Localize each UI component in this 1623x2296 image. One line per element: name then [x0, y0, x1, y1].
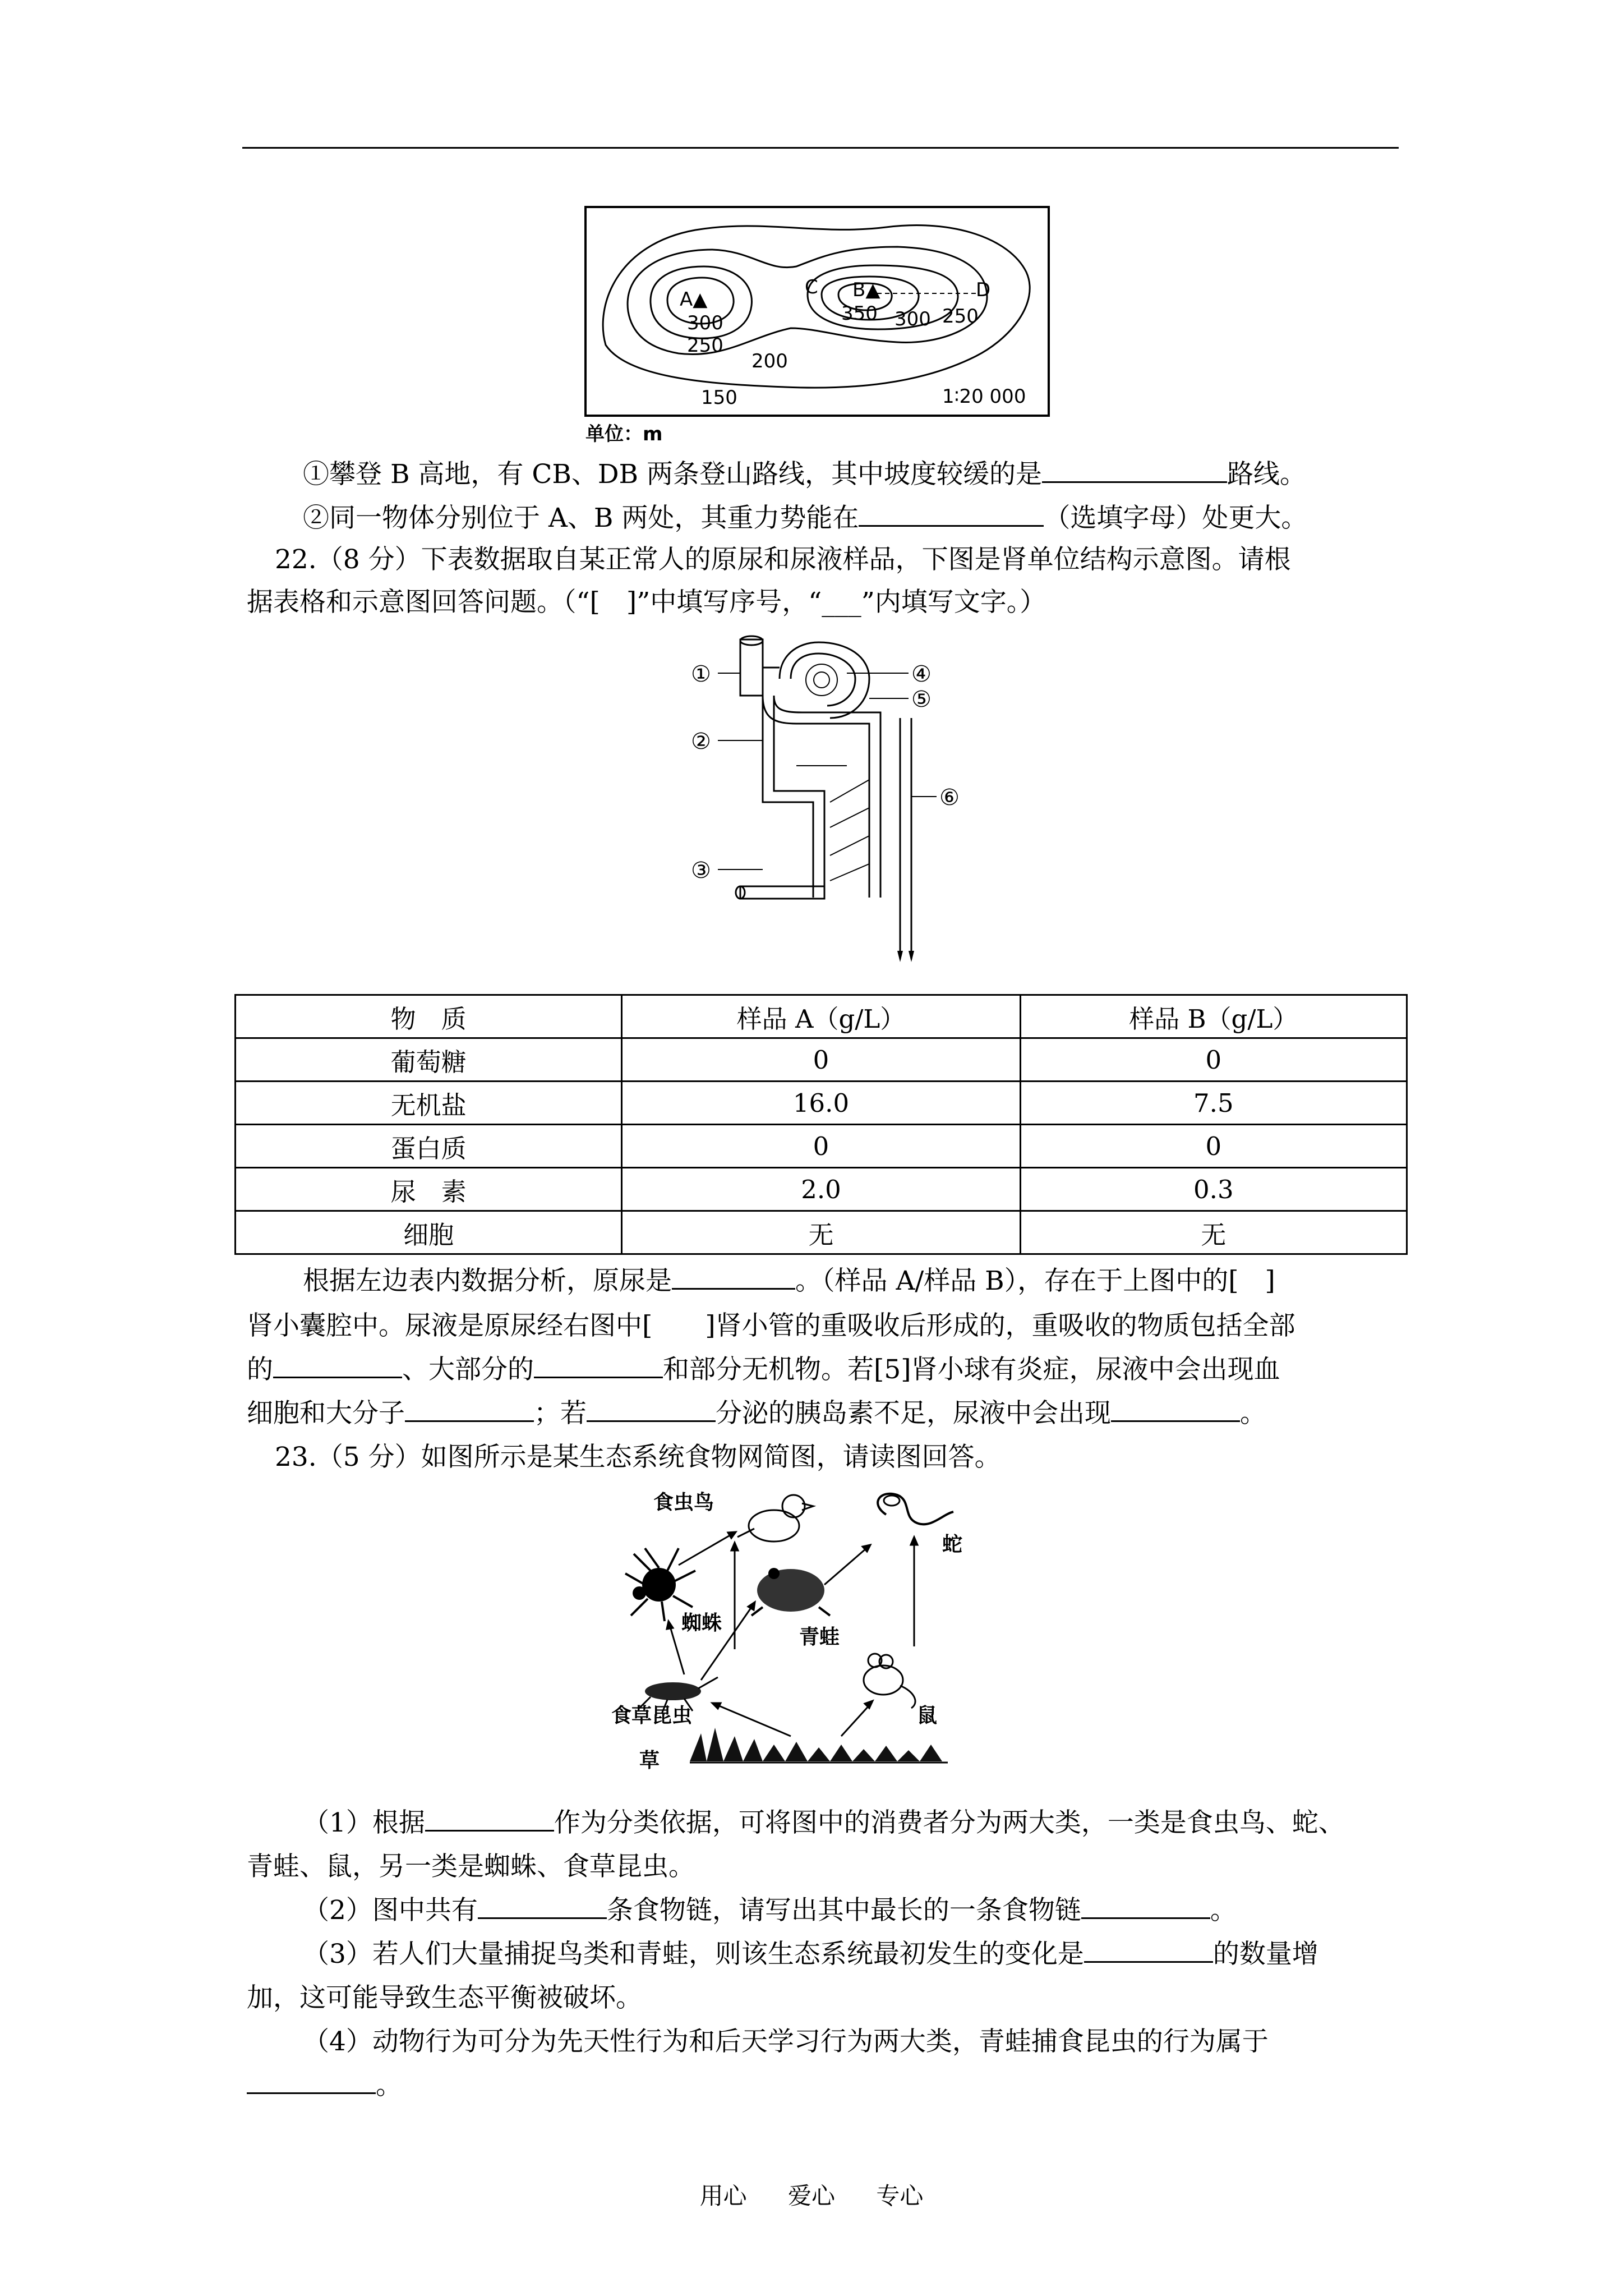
- web-label-frog: 青蛙: [799, 1626, 840, 1649]
- q22-para-line2: 肾小囊腔中。尿液是原尿经右图中[ ]肾小管的重吸收后形成的，重吸收的物质包括全部: [247, 1310, 1295, 1341]
- answer-blank[interactable]: [405, 1398, 534, 1422]
- answer-blank[interactable]: [1081, 1895, 1210, 1919]
- answer-blank[interactable]: [425, 1807, 554, 1832]
- table-header: 物 质: [236, 995, 622, 1038]
- diagram-label-6: ⑥: [939, 785, 960, 811]
- page-footer: [0, 2178, 1623, 2211]
- table-cell: 0.3: [1020, 1168, 1407, 1211]
- food-web-diagram: [606, 1481, 976, 1795]
- web-label-snake: 蛇: [942, 1533, 963, 1556]
- table-cell: 0: [622, 1125, 1020, 1168]
- answer-blank[interactable]: [534, 1354, 663, 1378]
- table-cell: 7.5: [1020, 1082, 1407, 1125]
- q21-item2: ②同一物体分别位于 A、B 两处，其重力势能在 （选填字母）处更大。: [303, 503, 1308, 533]
- web-label-spider: 蜘蛛: [681, 1612, 722, 1635]
- answer-blank[interactable]: [1042, 459, 1227, 483]
- diagram-label-1: ①: [691, 661, 711, 687]
- q23-s3-line1: （3）若人们大量捕捉鸟类和青蛙，则该生态系统最初发生的变化是 的数量增: [303, 1939, 1318, 1970]
- diagram-label-4: ④: [911, 661, 932, 687]
- web-label-bird: 食虫鸟: [653, 1491, 714, 1514]
- q23-s4-line1: （4）动物行为可分为先天性行为和后天学习行为两大类，青蛙捕食昆虫的行为属于: [303, 2026, 1269, 2057]
- table-cell: 0: [1020, 1038, 1407, 1082]
- footer-text: 用心: [699, 2182, 747, 2210]
- contour-label: 300: [895, 308, 931, 330]
- answer-blank[interactable]: [478, 1895, 607, 1919]
- table-header: 样品 B（g/L）: [1020, 995, 1407, 1038]
- footer-text: 爱心: [787, 2182, 835, 2210]
- frog-icon: [751, 1568, 830, 1616]
- table-cell: 细胞: [236, 1211, 622, 1254]
- table-cell: 无机盐: [236, 1082, 622, 1125]
- web-label-grass: 草: [639, 1749, 660, 1772]
- mouse-icon: [864, 1654, 915, 1708]
- table-row: [236, 1038, 1407, 1082]
- table-cell: 16.0: [622, 1082, 1020, 1125]
- snake-icon: [878, 1494, 953, 1525]
- answer-blank[interactable]: [273, 1354, 402, 1378]
- table-row: [236, 1211, 1407, 1254]
- header-rule: [242, 147, 1399, 149]
- diagram-label-5: ⑤: [911, 687, 932, 712]
- q21-item1: ①攀登 B 高地，有 CB、DB 两条登山路线，其中坡度较缓的是 路线。: [303, 459, 1307, 490]
- q23-intro: 23.（5 分）如图所示是某生态系统食物网简图，请读图回答。: [275, 1442, 1001, 1473]
- web-label-insect: 食草昆虫: [611, 1704, 693, 1727]
- nephron-diagram: [684, 634, 998, 965]
- q22-intro-line2: 据表格和示意图回答问题。（“[ ]”中填写序号，“___”内填写文字。）: [247, 587, 1046, 618]
- table-header: 样品 A（g/L）: [622, 995, 1020, 1038]
- contour-map: [583, 205, 1054, 452]
- spider-icon: [625, 1548, 695, 1621]
- map-label-d: D: [976, 279, 991, 301]
- q23-s3-line2: 加，这可能导致生态平衡被破坏。: [247, 1982, 642, 2013]
- q23-s2: （2）图中共有 条食物链，请写出其中最长的一条食物链 。: [303, 1895, 1237, 1926]
- map-scale: 1∶20 000: [942, 385, 1026, 408]
- q22-para-line4: 细胞和大分子 ；若 分泌的胰岛素不足，尿液中会出现 。: [247, 1398, 1266, 1429]
- q22-para-line1: 根据左边表内数据分析，原尿是 。（样品 A/样品 B），存在于上图中的[ ]: [303, 1266, 1275, 1296]
- answer-blank[interactable]: [1111, 1398, 1240, 1422]
- map-unit-label: 单位：m: [585, 423, 663, 445]
- sample-table: [234, 994, 1408, 1255]
- contour-label: 250: [687, 334, 723, 357]
- answer-blank[interactable]: [247, 2070, 376, 2094]
- map-label-c: C: [805, 276, 818, 298]
- answer-blank[interactable]: [1084, 1939, 1213, 1963]
- diagram-label-3: ③: [691, 858, 711, 884]
- table-row: [236, 1168, 1407, 1211]
- table-cell: 无: [1020, 1211, 1407, 1254]
- map-label-a: A▲: [680, 288, 708, 311]
- map-label-b: B▲: [852, 279, 880, 301]
- q23-s1-line2: 青蛙、鼠，另一类是蜘蛛、食草昆虫。: [247, 1851, 695, 1882]
- table-cell: 2.0: [622, 1168, 1020, 1211]
- web-label-mouse: 鼠: [917, 1704, 938, 1727]
- q22-para-line3: 的 、大部分的 和部分无机物。若[5]肾小球有炎症，尿液中会出现血: [247, 1354, 1280, 1385]
- contour-label: 350: [841, 302, 878, 325]
- table-cell: 尿 素: [236, 1168, 622, 1211]
- contour-label: 300: [687, 312, 723, 334]
- table-cell: 蛋白质: [236, 1125, 622, 1168]
- q23-s1-line1: （1）根据 作为分类依据，可将图中的消费者分为两大类，一类是食虫鸟、蛇、: [303, 1807, 1345, 1838]
- grass-icon: [690, 1728, 948, 1763]
- answer-blank[interactable]: [587, 1398, 716, 1422]
- bird-icon: [737, 1495, 813, 1542]
- diagram-label-2: ②: [691, 729, 711, 754]
- contour-label: 200: [751, 350, 788, 372]
- q22-intro-line1: 22.（8 分）下表数据取自某正常人的原尿和尿液样品，下图是肾单位结构示意图。请根: [275, 544, 1291, 575]
- table-cell: 0: [1020, 1125, 1407, 1168]
- answer-blank[interactable]: [859, 503, 1044, 527]
- footer-text: 专心: [876, 2182, 924, 2210]
- table-row: [236, 1125, 1407, 1168]
- contour-label: 150: [701, 386, 737, 409]
- q23-s4-line2: 。: [247, 2070, 402, 2101]
- table-cell: 葡萄糖: [236, 1038, 622, 1082]
- table-cell: 0: [622, 1038, 1020, 1082]
- answer-blank[interactable]: [672, 1266, 795, 1290]
- table-header-row: [236, 995, 1407, 1038]
- table-row: [236, 1082, 1407, 1125]
- contour-label: 250: [942, 305, 979, 328]
- table-cell: 无: [622, 1211, 1020, 1254]
